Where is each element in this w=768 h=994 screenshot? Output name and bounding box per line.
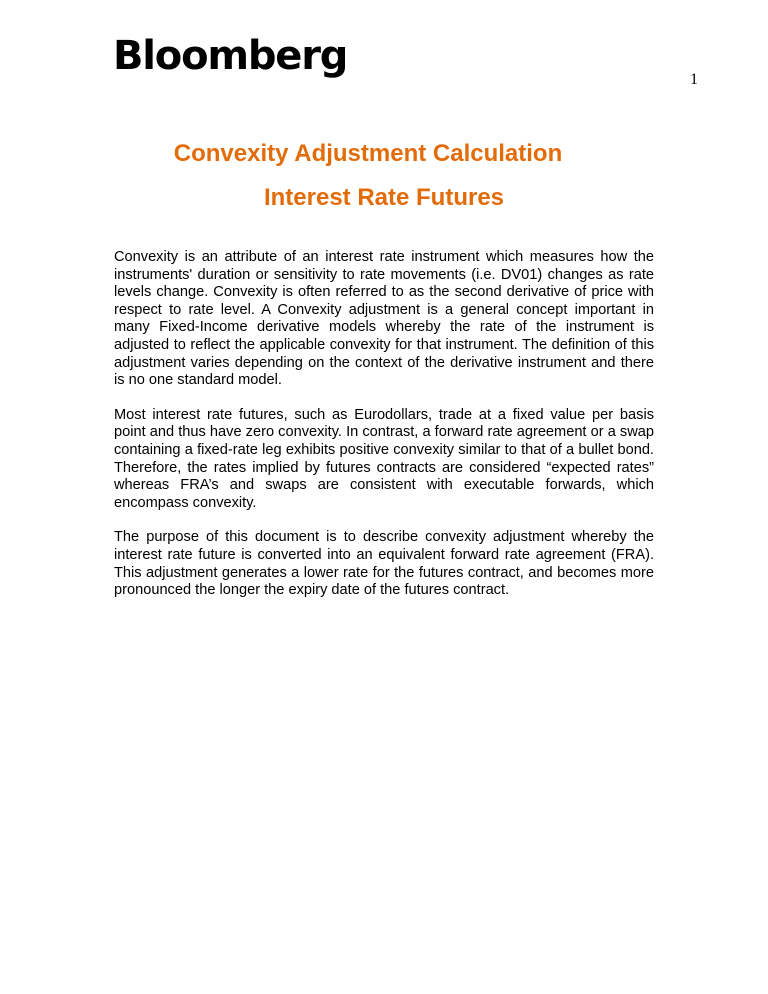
paragraph-purpose: The purpose of this document is to describe convexity adjustment whereby the interest rate future is converted into an equivalent forward rate agreement (FRA). This adjustment generates a lower rate for the futures contract, and becomes more pronounced the longer the expiry date of the futures contract. bbox=[114, 529, 654, 599]
document-title: Convexity Adjustment Calculation bbox=[173, 140, 563, 167]
bloomberg-logo: Bloomberg bbox=[113, 33, 348, 79]
paragraph-convexity-definition: Convexity is an attribute of an interest rate instrument which measures how the instruments' duration or sensitivity to rate movements (i.e. DV01) changes as rate levels change. Convexity is often referred to as the second derivative of price with respect to rate level. A Convexity adjustment is a general concept important in many Fixed-Income derivative models whereby the rate of the instrument is adjusted to reflect the applicable convexity for that instrument. The definition of this adjustment varies depending on the context of the derivative instrument and there is no one standard model. bbox=[114, 249, 654, 389]
page-number: 1 bbox=[690, 71, 698, 88]
paragraph-futures-vs-fra: Most interest rate futures, such as Eurodollars, trade at a fixed value per basis point and thus have zero convexity. In contrast, a forward rate agreement or a swap containing a fixed-rate leg exhibits positive convexity similar to that of a bullet bond. Therefore, the rates implied by futures contracts are considered “expected rates” whereas FRA’s and swaps are consistent with executable forwards, which encompass convexity. bbox=[114, 406, 654, 511]
document-subtitle: Interest Rate Futures bbox=[263, 184, 505, 211]
document-body bbox=[114, 249, 654, 617]
